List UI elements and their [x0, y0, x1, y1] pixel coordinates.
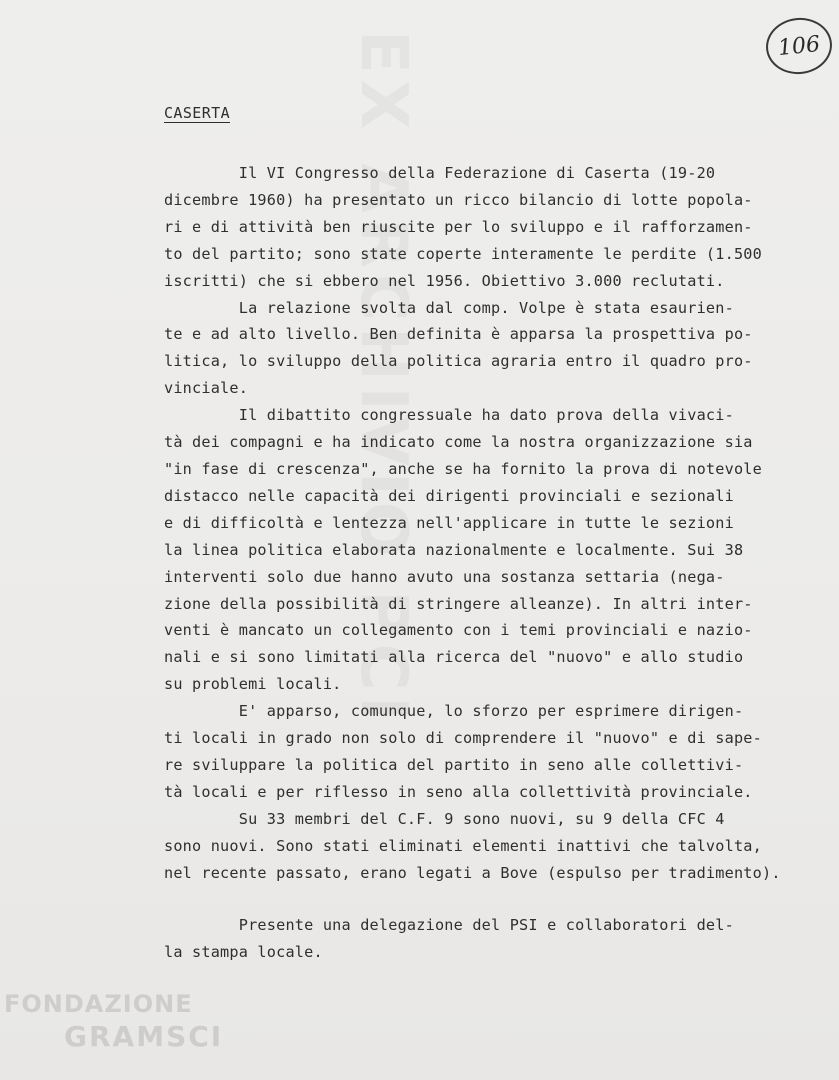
- paragraph-gap: [164, 886, 824, 912]
- text-line: ti locali in grado non solo di comprendere il "nuovo" e di sape-: [164, 729, 762, 748]
- paragraph: [164, 402, 824, 698]
- logo-line-1: FONDAZIONE: [4, 990, 193, 1018]
- text-line: la linea politica elaborata nazionalmente e localmente. Sui 38: [164, 540, 744, 559]
- text-line: "in fase di crescenza", anche se ha fornito la prova di notevole: [164, 459, 762, 478]
- text-line: distacco nelle capacità dei dirigenti provinciali e sezionali: [164, 486, 734, 505]
- text-line: nel recente passato, erano legati a Bove (espulso per tradimento).: [164, 863, 781, 882]
- text-line: su problemi locali.: [164, 675, 342, 694]
- paragraph: [164, 912, 824, 966]
- text-line: La relazione svolta dal comp. Volpe è stata esaurien-: [164, 298, 734, 317]
- text-line: tà dei compagni e ha indicato come la nostra organizzazione sia: [164, 433, 753, 452]
- text-line: Presente una delegazione del PSI e collaboratori del-: [164, 916, 734, 935]
- text-line: vinciale.: [164, 379, 249, 398]
- text-line: sono nuovi. Sono stati eliminati elementi inattivi che talvolta,: [164, 836, 762, 855]
- text-line: nali e si sono limitati alla ricerca del "nuovo" e allo studio: [164, 648, 744, 667]
- handwritten-page-number: [763, 15, 834, 78]
- paragraph: [164, 698, 824, 806]
- archive-watermark: EX ARCHIVIO PCI: [346, 30, 420, 727]
- fondazione-gramsci-logo: [4, 990, 224, 1070]
- text-line: Su 33 membri del C.F. 9 sono nuovi, su 9 della CFC 4: [164, 809, 725, 828]
- text-line: ri e di attività ben riuscite per lo sviluppo e il rafforzamen-: [164, 217, 753, 236]
- text-line: to del partito; sono state coperte interamente le perdite (1.500: [164, 244, 762, 263]
- text-line: la stampa locale.: [164, 943, 323, 962]
- text-line: dicembre 1960) ha presentato un ricco bilancio di lotte popola-: [164, 190, 753, 209]
- text-line: zione della possibilità di stringere alleanze). In altri inter-: [164, 594, 753, 613]
- paragraph: [164, 160, 824, 295]
- text-line: te e ad alto livello. Ben definita è apparsa la prospettiva po-: [164, 325, 753, 344]
- text-line: E' apparso, comunque, lo sforzo per esprimere dirigen-: [164, 702, 744, 721]
- text-line: iscritti) che si ebbero nel 1956. Obiettivo 3.000 reclutati.: [164, 271, 725, 290]
- document-body: [164, 160, 824, 966]
- page-number-text: 106: [776, 31, 822, 61]
- text-line: venti è mancato un collegamento con i temi provinciali e nazio-: [164, 621, 753, 640]
- text-line: Il dibattito congressuale ha dato prova della vivaci-: [164, 406, 734, 425]
- text-line: re sviluppare la politica del partito in seno alle collettivi-: [164, 755, 744, 774]
- document-heading: CASERTA: [164, 104, 231, 122]
- logo-line-2: GRAMSCI: [64, 1020, 224, 1053]
- paragraph: [164, 806, 824, 887]
- text-line: litica, lo sviluppo della politica agraria entro il quadro pro-: [164, 352, 753, 371]
- text-line: tà locali e per riflesso in seno alla collettività provinciale.: [164, 782, 753, 801]
- text-line: e di difficoltà e lentezza nell'applicare in tutte le sezioni: [164, 513, 734, 532]
- text-line: interventi solo due hanno avuto una sostanza settaria (nega-: [164, 567, 725, 586]
- paragraph: [164, 295, 824, 403]
- text-line: Il VI Congresso della Federazione di Caserta (19-20: [164, 164, 716, 182]
